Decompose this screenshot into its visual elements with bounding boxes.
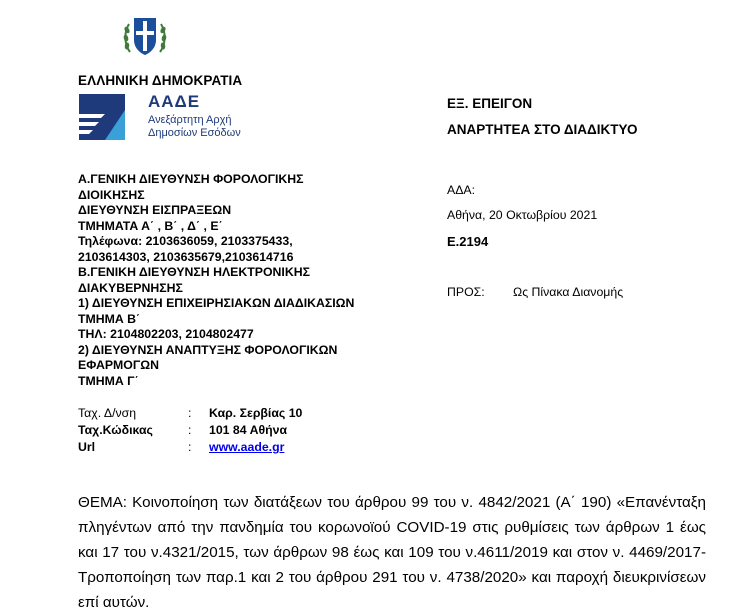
separator: : bbox=[188, 423, 192, 437]
postal-label: Ταχ.Κώδικας bbox=[78, 423, 153, 437]
greek-emblem-icon bbox=[122, 12, 168, 60]
sender-line: ΤΜΗΜΑ Β΄ bbox=[78, 311, 141, 326]
url-label: Url bbox=[78, 440, 96, 454]
publish-label: ΑΝΑΡΤΗΤΕΑ ΣΤΟ ΔΙΑΔΙΚΤΥΟ bbox=[447, 122, 638, 137]
logo-subtitle-line-1: Ανεξάρτητη Αρχή bbox=[148, 114, 232, 126]
document-date: Αθήνα, 20 Οκτωβρίου 2021 bbox=[447, 208, 598, 222]
website-link[interactable]: www.aade.gr bbox=[209, 440, 285, 454]
sender-line: 2103614303, 2103635679,2103614716 bbox=[78, 249, 294, 264]
sender-line: ΤΜΗΜΑΤΑ Α΄ , Β΄ , Δ΄ , Ε΄ bbox=[78, 218, 223, 233]
postal-value: 101 84 Αθήνα bbox=[209, 423, 288, 437]
sender-line: ΕΦΑΡΜΟΓΩΝ bbox=[78, 358, 159, 372]
recipient-value: Ως Πίνακα Διανομής bbox=[513, 285, 624, 299]
logo-name: ΑΑΔΕ bbox=[148, 92, 201, 111]
aade-logo-icon bbox=[79, 94, 125, 140]
sender-line: ΤΜΗΜΑ Γ΄ bbox=[78, 373, 139, 388]
separator: : bbox=[188, 440, 192, 454]
address-value: Καρ. Σερβίας 10 bbox=[209, 406, 303, 420]
sender-block bbox=[78, 172, 398, 389]
recipient-label: ΠΡΟΣ: bbox=[447, 285, 485, 299]
sender-line: Τηλέφωνα: 2103636059, 2103375433, bbox=[78, 234, 293, 248]
subject-paragraph: ΘΕΜΑ: Κοινοποίηση των διατάξεων του άρθρου 99 του ν. 4842/2021 (Α΄ 190) «Επανένταξη πληγέντων από την πανδημία του κορωνοϊού COVID-19 στις ρυθμίσεις των άρθρων 1 έως και 17 του ν.4321/2015, των άρθρων 98 έως και 109 του ν.4611/2019 και στον ν. 4469/2017-Τροποποίηση των παρ.1 και 2 του άρθρου 291 του ν. 4738/2020» και παροχή διευκρινίσεων επί αυτών. bbox=[78, 494, 706, 611]
sender-line: ΔΙΑΚΥΒΕΡΝΗΣΗΣ bbox=[78, 280, 183, 295]
logo-subtitle-line-2: Δημοσίων Εσόδων bbox=[148, 127, 241, 139]
sender-line: 2) ΔΙΕΥΘΥΝΣΗ ΑΝΑΠΤΥΞΗΣ ΦΟΡΟΛΟΓΙΚΩΝ bbox=[78, 342, 338, 357]
urgency-label: ΕΞ. ΕΠΕΙΓΟΝ bbox=[447, 96, 533, 111]
sender-line: Β.ΓΕΝΙΚΗ ΔΙΕΥΘΥΝΣΗ ΗΛΕΚΤΡΟΝΙΚΗΣ bbox=[78, 265, 310, 279]
sender-line: ΔΙΟΙΚΗΣΗΣ bbox=[78, 187, 145, 202]
address-label: Ταχ. Δ/νση bbox=[78, 406, 137, 420]
sender-line: ΤΗΛ: 2104802203, 2104802477 bbox=[78, 327, 254, 341]
separator: : bbox=[188, 406, 192, 420]
protocol-number: Ε.2194 bbox=[447, 234, 489, 249]
sender-line: Α.ΓΕΝΙΚΗ ΔΙΕΥΘΥΝΣΗ ΦΟΡΟΛΟΓΙΚΗΣ bbox=[78, 172, 304, 186]
republic-title: ΕΛΛΗΝΙΚΗ ΔΗΜΟΚΡΑΤΙΑ bbox=[78, 73, 243, 88]
logo-subtitle bbox=[148, 114, 241, 140]
sender-line: ΔΙΕΥΘΥΝΣΗ ΕΙΣΠΡΑΞΕΩΝ bbox=[78, 203, 232, 217]
sender-line: 1) ΔΙΕΥΘΥΝΣΗ ΕΠΙΧΕΙΡΗΣΙΑΚΩΝ ΔΙΑΔΙΚΑΣΙΩΝ bbox=[78, 296, 355, 310]
ada-label: ΑΔΑ: bbox=[447, 183, 476, 197]
